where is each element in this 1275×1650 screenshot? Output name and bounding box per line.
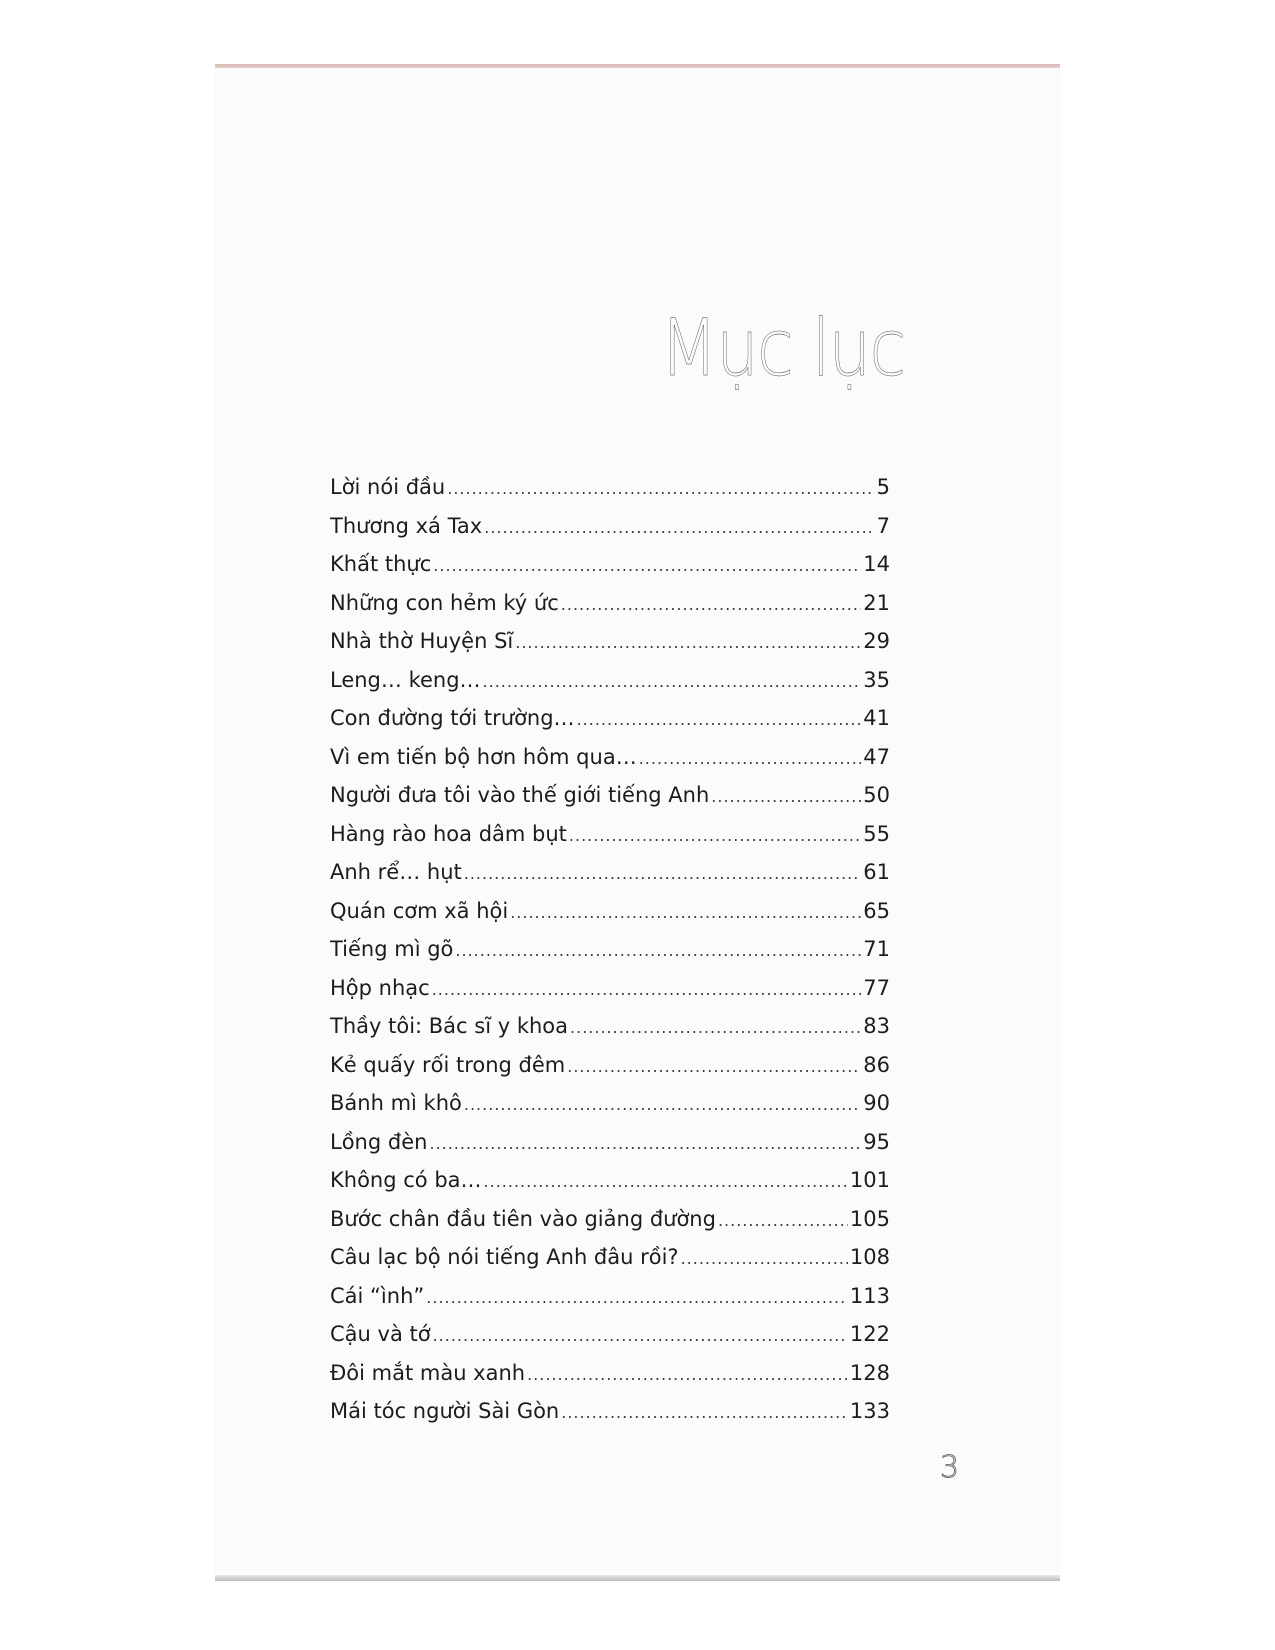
- table-of-contents: [330, 468, 890, 1431]
- toc-entry-title: Hộp nhạc: [330, 975, 430, 1000]
- toc-entry-page: 65: [863, 898, 890, 923]
- toc-entry-page: 47: [863, 744, 890, 769]
- toc-entry-title: Kẻ quấy rối trong đêm: [330, 1052, 566, 1077]
- toc-entry-page: 113: [849, 1283, 890, 1308]
- toc-entry-page: 21: [863, 590, 890, 615]
- toc-entry-title: Lồng đèn: [330, 1129, 428, 1154]
- dot-leader: [432, 971, 862, 1010]
- dot-leader: [681, 1240, 848, 1279]
- toc-entry-title: Nhà thờ Huyện Sĩ: [330, 629, 514, 653]
- dot-leader: [483, 663, 862, 702]
- toc-entry-page: 7: [876, 513, 890, 538]
- toc-entry-title: Con đường tới trường…: [330, 706, 575, 730]
- dot-leader: [561, 1394, 848, 1433]
- toc-entry-title: Cái “ình”: [330, 1283, 425, 1308]
- toc-entry-page: 55: [863, 821, 890, 846]
- toc-entry-page: 50: [863, 783, 890, 807]
- toc-entry: [330, 507, 890, 546]
- dot-leader: [570, 1009, 861, 1048]
- toc-entry: [330, 738, 890, 777]
- toc-entry-title: Thầy tôi: Bác sĩ y khoa: [330, 1014, 569, 1038]
- dot-leader: [433, 547, 861, 586]
- dot-leader: [515, 624, 861, 663]
- dot-leader: [510, 894, 861, 933]
- page-title: Mục lục: [660, 304, 905, 394]
- toc-entry-page: 77: [863, 975, 890, 1000]
- toc-entry-title: Khất thực: [330, 552, 432, 576]
- toc-entry: [330, 1084, 890, 1123]
- toc-entry: [330, 930, 890, 969]
- toc-entry-title: Tiếng mì gõ: [330, 937, 454, 961]
- toc-entry-page: 86: [863, 1052, 890, 1077]
- toc-entry: [330, 699, 890, 738]
- toc-entry-title: Không có ba…: [330, 1168, 482, 1192]
- toc-entry-title: Lời nói đầu: [330, 475, 446, 499]
- toc-entry-title: Anh rể… hụt: [330, 860, 462, 884]
- dot-leader: [447, 470, 874, 509]
- toc-entry-page: 95: [863, 1129, 890, 1154]
- toc-entry-page: 101: [849, 1168, 890, 1192]
- toc-entry-title: Bước chân đầu tiên vào giảng đường: [330, 1206, 716, 1231]
- toc-entry-page: 35: [863, 667, 890, 692]
- toc-entry: [330, 1161, 890, 1200]
- toc-entry-page: 122: [849, 1322, 890, 1346]
- toc-entry-title: Quán cơm xã hội: [330, 898, 509, 923]
- toc-entry-page: 41: [863, 706, 890, 730]
- toc-entry-title: Những con hẻm ký ức: [330, 590, 559, 615]
- toc-entry-page: 90: [863, 1091, 890, 1115]
- toc-entry: [330, 1392, 890, 1431]
- dot-leader: [561, 586, 862, 625]
- toc-entry: [330, 584, 890, 623]
- toc-entry: [330, 892, 890, 931]
- toc-entry-title: Người đưa tôi vào thế giới tiếng Anh: [330, 783, 710, 807]
- dot-leader: [426, 1279, 848, 1318]
- dot-leader: [464, 1086, 861, 1125]
- toc-entry: [330, 1200, 890, 1239]
- toc-entry: [330, 1238, 890, 1277]
- dot-leader: [527, 1356, 848, 1395]
- dot-leader: [464, 855, 862, 894]
- toc-entry: [330, 1277, 890, 1316]
- toc-entry-title: Cậu và tớ: [330, 1322, 431, 1346]
- toc-entry-page: 83: [863, 1014, 890, 1038]
- toc-entry-title: Câu lạc bộ nói tiếng Anh đâu rồi?: [330, 1245, 679, 1269]
- toc-entry: [330, 1354, 890, 1393]
- toc-entry-title: Leng… keng…: [330, 667, 481, 692]
- toc-entry: [330, 622, 890, 661]
- toc-entry: [330, 1046, 890, 1085]
- dot-leader: [639, 740, 862, 779]
- toc-entry: [330, 545, 890, 584]
- toc-entry: [330, 776, 890, 815]
- page-bottom-edge: [215, 1575, 1060, 1581]
- dot-leader: [577, 701, 862, 740]
- toc-entry-title: Vì em tiến bộ hơn hôm qua…: [330, 744, 637, 769]
- dot-leader: [484, 509, 874, 548]
- dot-leader: [433, 1317, 848, 1356]
- dot-leader: [567, 1048, 861, 1087]
- dot-leader: [569, 817, 861, 856]
- toc-entry-page: 133: [849, 1399, 890, 1423]
- dot-leader: [455, 932, 861, 971]
- toc-entry-page: 29: [863, 629, 890, 653]
- toc-entry-page: 128: [849, 1360, 890, 1385]
- toc-entry-title: Thương xá Tax: [330, 513, 483, 538]
- dot-leader: [718, 1202, 848, 1241]
- toc-entry-page: 71: [863, 937, 890, 961]
- toc-entry-title: Đôi mắt màu xanh: [330, 1360, 526, 1385]
- toc-entry-page: 5: [876, 475, 890, 499]
- toc-entry: [330, 1315, 890, 1354]
- toc-entry-title: Bánh mì khô: [330, 1091, 462, 1115]
- toc-entry: [330, 1007, 890, 1046]
- toc-entry: [330, 468, 890, 507]
- toc-entry: [330, 815, 890, 854]
- dot-leader: [711, 778, 861, 817]
- toc-entry: [330, 853, 890, 892]
- toc-entry: [330, 1123, 890, 1162]
- toc-entry: [330, 661, 890, 700]
- dot-leader: [484, 1163, 848, 1202]
- dot-leader: [429, 1125, 861, 1164]
- toc-entry-title: Mái tóc người Sài Gòn: [330, 1399, 560, 1423]
- toc-entry-title: Hàng rào hoa dâm bụt: [330, 821, 567, 846]
- toc-entry-page: 105: [849, 1206, 890, 1231]
- page-number: 3: [940, 1450, 960, 1485]
- toc-entry-page: 108: [849, 1245, 890, 1269]
- toc-entry-page: 14: [863, 552, 890, 576]
- toc-entry: [330, 969, 890, 1008]
- toc-entry-page: 61: [863, 860, 890, 884]
